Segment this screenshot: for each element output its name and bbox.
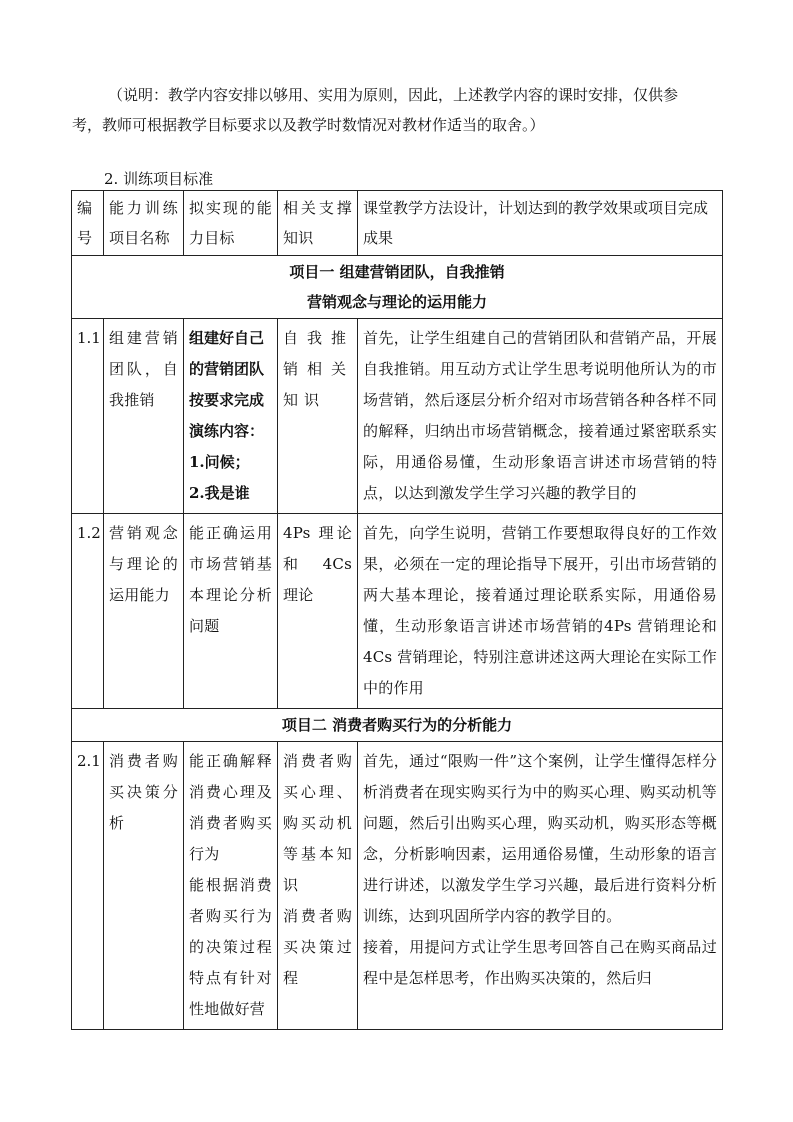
- project-1-heading: [72, 256, 723, 319]
- table-row: [72, 319, 723, 514]
- row-ability-goal: [184, 742, 278, 1030]
- row-project-name: 营销观念与理论的运用能力: [104, 514, 184, 709]
- goal-line: 按要求完成演练内容：: [189, 391, 265, 440]
- row-number: 1.2: [72, 514, 104, 709]
- section-title: 2. 训练项目标准: [104, 170, 214, 188]
- training-project-table: [71, 190, 723, 1030]
- row-method: 首先，向学生说明，营销工作要想取得良好的工作效果，必须在一定的理论指导下展开，引出市场营销的两大基本理论，接着通过理论联系实际，用通俗易懂，生动形象语言讲述市场营销的4Ps 营销理论和 4Cs 营销理论，特别注意讲述这两大理论在实际工作中的作用: [358, 514, 723, 709]
- row-knowledge: 4Ps 理论和 4Cs 理论: [278, 514, 358, 709]
- note-line-2: 考，教师可根据教学目标要求以及教学时数情况对教材作适当的取舍。）: [72, 116, 545, 134]
- row-knowledge: [278, 742, 358, 1030]
- header-knowledge: 相关支撑知识: [278, 191, 358, 256]
- goal-line: 组建好自己的营销团队: [189, 329, 265, 378]
- explanatory-note: [72, 80, 722, 140]
- row-ability-goal: 能正确运用市场营销基本理论分析问题: [184, 514, 278, 709]
- method-part: 首先，通过“限购一件”这个案例，让学生懂得怎样分析消费者在现实购买行为中的购买心理、购买动机等问题，然后引出购买心理，购买动机，购买形态等概念，分析影响因素，运用通俗易懂，生动形象的语言进行讲述，以激发学生学习兴趣，最后进行资料分析训练，达到巩固所学内容的教学目的。: [363, 752, 717, 925]
- header-project-name: 能力训练项目名称: [104, 191, 184, 256]
- row-number: 2.1: [72, 742, 104, 1030]
- goal-line: 2.我是谁: [189, 484, 250, 502]
- row-knowledge: 自我推销相关知识: [278, 319, 358, 514]
- row-method: 首先，让学生组建自己的营销团队和营销产品，开展自我推销。用互动方式让学生思考说明他所认为的市场营销，然后逐层分析介绍对市场营销各种各样不同的解释，归纳出市场营销概念，接着通过紧密联系实际，用通俗易懂，生动形象语言讲述市场营销的特点，以达到激发学生学习兴趣的教学目的: [358, 319, 723, 514]
- header-method: 课堂教学方法设计，计划达到的教学效果或项目完成成果: [358, 191, 723, 256]
- row-project-name: 消费者购买决策分析: [104, 742, 184, 1030]
- row-number: 1.1: [72, 319, 104, 514]
- project-row: [72, 709, 723, 742]
- row-method: [358, 742, 723, 1030]
- project-2-heading: 项目二 消费者购买行为的分析能力: [72, 709, 723, 742]
- knowledge-part: 消费者购买决策过程: [283, 907, 352, 987]
- project-row: [72, 256, 723, 319]
- project-1-subtitle: 营销观念与理论的运用能力: [306, 293, 487, 311]
- goal-part: 能正确解释消费心理及消费者购买行为: [189, 752, 272, 863]
- note-line-1: （说明：教学内容安排以够用、实用为原则，因此，上述教学内容的课时安排，仅供参: [108, 86, 679, 104]
- header-number: 编号: [72, 191, 104, 256]
- table-row: [72, 742, 723, 1030]
- method-part: 接着，用提问方式让学生思考回答自己在购买商品过程中是怎样思考，作出购买决策的，然后归: [363, 938, 717, 987]
- project-1-title: 项目一 组建营销团队，自我推销: [289, 263, 505, 281]
- knowledge-part: 消费者购买心理、购买动机等基本知识: [283, 752, 352, 894]
- goal-part: 能根据消费者购买行为的决策过程特点有针对性地做好营: [189, 876, 272, 1018]
- goal-line: 1.问候；: [189, 453, 250, 471]
- row-ability-goal: [184, 319, 278, 514]
- row-project-name: 组建营销团队，自我推销: [104, 319, 184, 514]
- table-header-row: [72, 191, 723, 256]
- header-ability-goal: 拟实现的能力目标: [184, 191, 278, 256]
- table-row: [72, 514, 723, 709]
